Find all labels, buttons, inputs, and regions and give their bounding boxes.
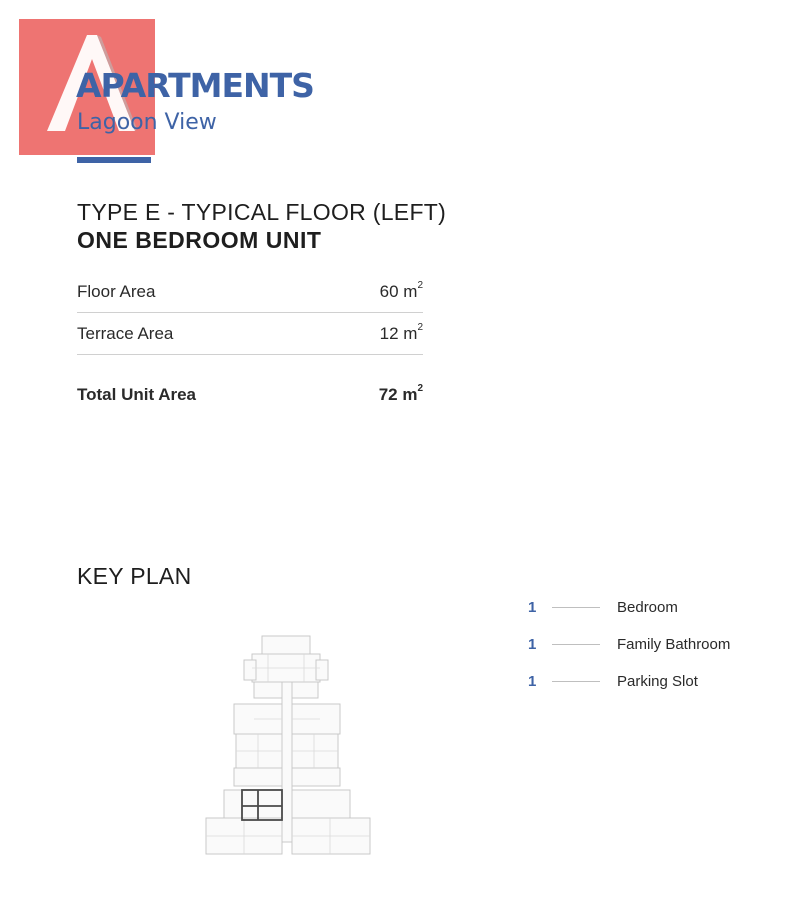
area-label: Terrace Area <box>77 324 174 343</box>
area-row-floor <box>77 272 423 313</box>
amenity-label: Bedroom <box>617 598 678 616</box>
amenity-count: 1 <box>528 672 537 690</box>
area-label: Floor Area <box>77 282 156 301</box>
key-plan-drawing <box>196 632 376 864</box>
total-label: Total Unit Area <box>77 385 197 404</box>
amenity-count: 1 <box>528 635 537 653</box>
brand-subtitle: Lagoon View <box>77 110 217 135</box>
amenity-leader-line <box>552 607 600 608</box>
amenity-family-bathroom <box>528 634 730 654</box>
area-value: 12 $m^2$ <box>379 322 423 343</box>
total-value: 72 $m^2$ <box>378 383 423 404</box>
area-value: 60 $m^2$ <box>379 280 423 301</box>
amenity-bedroom <box>528 597 678 617</box>
unit-type-heading: TYPE E - TYPICAL FLOOR (LEFT) <box>77 199 447 225</box>
area-row-terrace <box>77 314 423 355</box>
area-row-total <box>77 375 423 415</box>
brand-title: APARTMENTS <box>76 66 314 105</box>
amenity-count: 1 <box>528 598 537 616</box>
amenity-leader-line <box>552 644 600 645</box>
unit-name-heading: ONE BEDROOM UNIT <box>77 227 322 253</box>
amenity-label: Parking Slot <box>617 672 698 690</box>
amenity-leader-line <box>552 681 600 682</box>
key-plan-title: KEY PLAN <box>77 563 192 589</box>
brand-underline <box>77 157 151 163</box>
amenity-parking-slot <box>528 671 698 691</box>
amenity-label: Family Bathroom <box>617 635 731 653</box>
